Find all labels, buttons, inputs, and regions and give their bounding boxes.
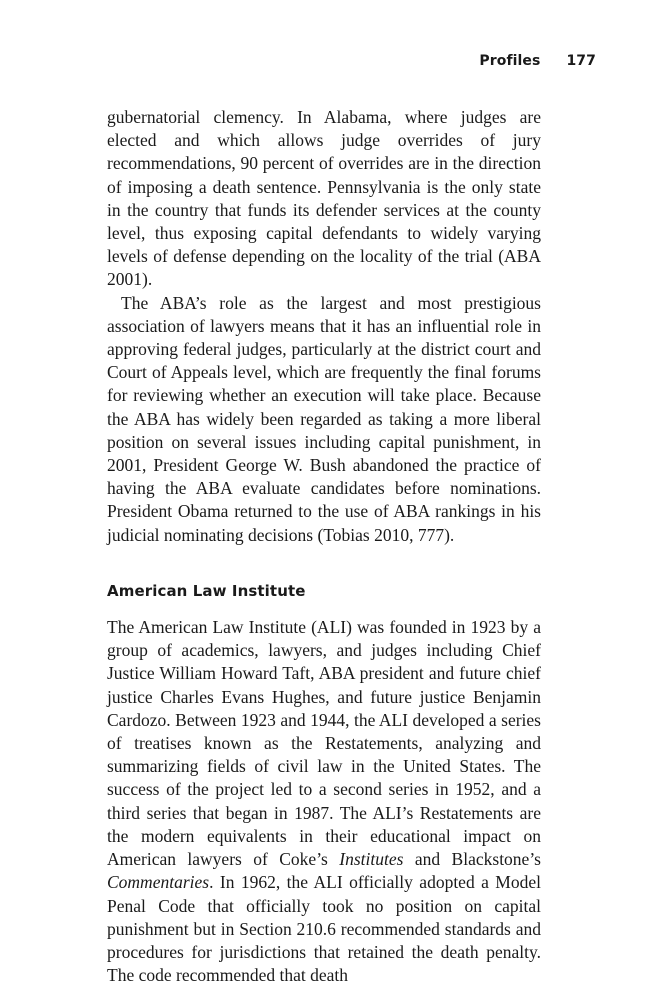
paragraph-ali-text-a: The American Law Institute (ALI) was founded in 1923 by a group of academics, lawyers, and judges including Chief Justice William Howard Taft, ABA president and future chief justice Charles Evans Hughes, and future justice Benjamin Cardozo. Between 1923 and 1944, the ALI developed a series of treatises known as the Restatements, analyzing and summarizing fields of civil law in the United States. The success of the project led to a second series in 1952, and a third series that began in 1987. The ALI’s Restatements are the modern equivalents in their educational impact on American lawyers of Coke’s: [107, 617, 541, 870]
paragraph-ali: [107, 616, 541, 987]
italic-title-commentaries: Commentaries: [107, 872, 210, 893]
page-body: [107, 106, 541, 987]
paragraph-continued: gubernatorial clemency. In Alabama, where judges are elected and which allows judge overrides of jury recommendations, 90 percent of overrides are in the direction of imposing a death sentence. Pennsylvania is the only state in the country that funds its defender services at the county level, thus exposing capital defendants to widely varying levels of defense depending on the locality of the trial (ABA 2001).: [107, 107, 541, 290]
paragraph-aba-role: The ABA’s role as the largest and most prestigious association of lawyers means that it has an influential role in approving federal judges, particularly at the district court and Court of Appeals level, which are frequently the final forums for reviewing whether an execution will take place. Because the ABA has widely been regarded as taking a more liberal position on several issues including capital punishment, in 2001, President George W. Bush abandoned the practice of having the ABA evaluate candidates before nominations. President Obama returned to the use of ABA rankings in his judicial nominating decisions (Tobias 2010, 777).: [107, 292, 541, 545]
running-head-section: Profiles: [479, 53, 541, 69]
italic-title-institutes: Institutes: [339, 849, 404, 870]
paragraph-ali-text-c: . In 1962, the ALI officially adopted a Model Penal Code that officially took no position on capital punishment but in Section 210.6 recommended standards and procedures for jurisdictions that retained the death penalty. The code recommended that death: [107, 872, 541, 986]
page-number: 177: [566, 53, 596, 69]
section-heading: American Law Institute: [107, 581, 306, 600]
paragraph-ali-text-b: and Blackstone’s: [403, 849, 541, 870]
running-head: [479, 53, 596, 69]
